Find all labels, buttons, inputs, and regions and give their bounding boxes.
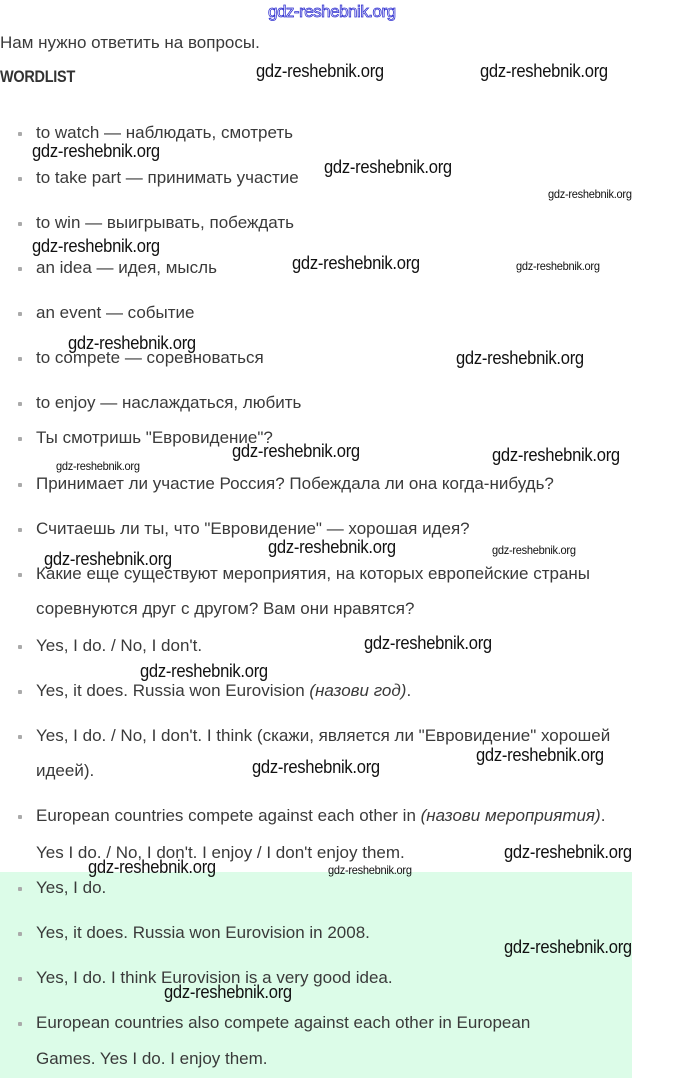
watermark: gdz-reshebnik.org: [492, 445, 620, 465]
template-text: Yes, it does. Russia won Eurovision: [36, 681, 310, 700]
question-item: Ты смотришь "Евровидение"?: [36, 420, 273, 456]
watermark: gdz-reshebnik.org: [232, 441, 360, 461]
template-item: [36, 798, 605, 834]
watermark: gdz-reshebnik.org: [492, 543, 576, 557]
watermark: gdz-reshebnik.org: [364, 633, 492, 653]
question-item: Принимает ли участие Россия? Побеждала ли она когда-нибудь?: [36, 466, 554, 502]
list-item: to watch — наблюдать, смотреть: [36, 115, 293, 151]
template-item: Yes, I do. / No, I don't. I think (скажи, является ли "Евровидение" хорошей: [36, 718, 610, 754]
answer-item: Yes, it does. Russia won Eurovision in 2008.: [36, 915, 370, 951]
watermark: gdz-reshebnik.org: [504, 937, 632, 957]
answer-item: European countries also compete against each other in European: [36, 1005, 530, 1041]
watermark: gdz-reshebnik.org: [88, 857, 216, 877]
watermark: gdz-reshebnik.org: [476, 745, 604, 765]
watermark: gdz-reshebnik.org: [140, 661, 268, 681]
template-end: .: [406, 681, 412, 700]
watermark: gdz-reshebnik.org: [456, 348, 584, 368]
answer-item: Yes, I do. I think Eurovision is a very good idea.: [36, 960, 393, 996]
watermark: gdz-reshebnik.org: [252, 757, 380, 777]
watermark: gdz-reshebnik.org: [480, 61, 608, 81]
watermark: gdz-reshebnik.org: [32, 141, 160, 161]
wordlist-heading: WORDLIST: [0, 67, 76, 86]
watermark: gdz-reshebnik.org: [256, 61, 384, 81]
watermark: gdz-reshebnik.org: [68, 333, 196, 353]
watermark: gdz-reshebnik.org: [548, 187, 632, 201]
question-item: Какие еще существуют мероприятия, на которых европейские страны: [36, 556, 590, 592]
watermark: gdz-reshebnik.org: [268, 537, 396, 557]
intro-text: Нам нужно ответить на вопросы.: [0, 33, 260, 52]
watermark: gdz-reshebnik.org: [32, 236, 160, 256]
template-text: European countries compete against each other in: [36, 806, 421, 825]
watermark: gdz-reshebnik.org: [516, 259, 600, 273]
question-item: Считаешь ли ты, что "Евровидение" — хорошая идея?: [36, 511, 470, 547]
list-item: an idea — идея, мысль: [36, 250, 217, 286]
template-hint: (назови мероприятия): [420, 806, 601, 825]
list-item: to take part — принимать участие: [36, 160, 299, 196]
watermark: gdz-reshebnik.org: [56, 459, 140, 473]
template-end: .: [600, 806, 606, 825]
watermark: gdz-reshebnik.org: [164, 982, 292, 1002]
watermark: gdz-reshebnik.org: [292, 253, 420, 273]
top-watermark: gdz-reshebnik.org: [268, 2, 396, 21]
question-item-continued: соревнуются друг с другом? Вам они нравятся?: [36, 599, 415, 618]
template-item-continued: Yes I do. / No, I don't. I enjoy / I don't enjoy them.: [36, 843, 405, 862]
answer-item: Yes, I do.: [36, 870, 106, 906]
list-item: to compete — соревноваться: [36, 340, 264, 376]
list-item: to win — выигрывать, побеждать: [36, 205, 294, 241]
watermark: gdz-reshebnik.org: [324, 157, 452, 177]
template-hint: (назови год): [309, 681, 407, 700]
watermark: gdz-reshebnik.org: [504, 842, 632, 862]
list-item: to enjoy — наслаждаться, любить: [36, 385, 301, 421]
watermark: gdz-reshebnik.org: [44, 549, 172, 569]
template-item: Yes, I do. / No, I don't.: [36, 628, 202, 664]
list-item: an event — событие: [36, 295, 195, 331]
watermark: gdz-reshebnik.org: [328, 863, 412, 877]
template-item-continued: идеей).: [36, 761, 95, 780]
answer-item-continued: Games. Yes I do. I enjoy them.: [36, 1049, 268, 1068]
